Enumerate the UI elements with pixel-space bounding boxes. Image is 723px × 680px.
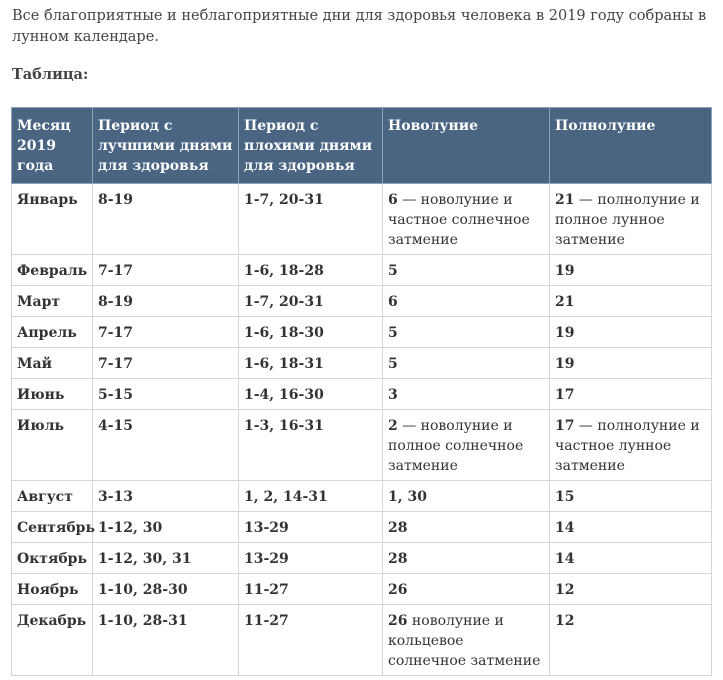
table-row xyxy=(12,512,712,543)
cell-good-period: 8-19 xyxy=(93,286,239,317)
table-row xyxy=(12,574,712,605)
table-row xyxy=(12,286,712,317)
cell-new-moon-note: — новолуние и частное солнечное затмение xyxy=(388,192,530,248)
cell-good-period: 7-17 xyxy=(93,348,239,379)
cell-full-moon xyxy=(550,379,712,410)
cell-new-moon xyxy=(383,317,550,348)
cell-bad-period: 13-29 xyxy=(239,543,383,574)
cell-month: Апрель xyxy=(12,317,93,348)
header-new-moon: Новолуние xyxy=(383,108,550,184)
cell-new-moon-date: 5 xyxy=(388,325,398,341)
cell-good-period: 8-19 xyxy=(93,184,239,255)
cell-full-moon xyxy=(550,317,712,348)
cell-full-moon-date: 19 xyxy=(555,263,575,279)
cell-full-moon-date: 14 xyxy=(555,551,575,567)
cell-month: Июнь xyxy=(12,379,93,410)
cell-full-moon xyxy=(550,410,712,481)
cell-full-moon-note: — полнолуние и полное лунное затмение xyxy=(555,192,700,248)
cell-month: Ноябрь xyxy=(12,574,93,605)
cell-full-moon-date: 14 xyxy=(555,520,575,536)
cell-full-moon xyxy=(550,481,712,512)
cell-bad-period: 1-3, 16-31 xyxy=(239,410,383,481)
cell-new-moon-date: 26 xyxy=(388,613,408,629)
header-bad-period: Период с плохими днями для здоровья xyxy=(239,108,383,184)
cell-good-period: 3-13 xyxy=(93,481,239,512)
table-label: Таблица: xyxy=(12,66,89,83)
cell-full-moon xyxy=(550,512,712,543)
cell-bad-period: 1-4, 16-30 xyxy=(239,379,383,410)
cell-full-moon xyxy=(550,574,712,605)
cell-month: Май xyxy=(12,348,93,379)
table-row xyxy=(12,543,712,574)
table-row xyxy=(12,605,712,676)
cell-bad-period: 11-27 xyxy=(239,605,383,676)
cell-new-moon xyxy=(383,348,550,379)
cell-good-period: 4-15 xyxy=(93,410,239,481)
cell-month: Сентябрь xyxy=(12,512,93,543)
cell-new-moon xyxy=(383,379,550,410)
cell-full-moon-date: 17 xyxy=(555,387,575,403)
cell-new-moon-date: 28 xyxy=(388,551,408,567)
cell-month: Декабрь xyxy=(12,605,93,676)
header-full-moon: Полнолуние xyxy=(550,108,712,184)
cell-new-moon-date: 26 xyxy=(388,582,408,598)
cell-new-moon-note: новолуние и кольцевое солнечное затмение xyxy=(388,613,541,669)
cell-full-moon-date: 15 xyxy=(555,489,575,505)
cell-full-moon-date: 21 xyxy=(555,294,575,310)
cell-bad-period: 1-6, 18-28 xyxy=(239,255,383,286)
header-good-period: Период с лучшими днями для здоровья xyxy=(93,108,239,184)
cell-new-moon xyxy=(383,286,550,317)
intro-paragraph: Все благоприятные и неблагоприятные дни для здоровья человека в 2019 году собраны в лунном календаре. xyxy=(12,8,707,45)
cell-bad-period: 1-7, 20-31 xyxy=(239,286,383,317)
cell-new-moon xyxy=(383,512,550,543)
cell-full-moon xyxy=(550,184,712,255)
cell-full-moon xyxy=(550,286,712,317)
cell-bad-period: 1, 2, 14-31 xyxy=(239,481,383,512)
cell-bad-period: 1-6, 18-31 xyxy=(239,348,383,379)
cell-new-moon xyxy=(383,255,550,286)
cell-new-moon-note: — новолуние и полное солнечное затмение xyxy=(388,418,524,474)
cell-full-moon-note: — полнолуние и частное лунное затмение xyxy=(555,418,700,474)
cell-new-moon-date: 6 xyxy=(388,294,398,310)
cell-full-moon-date: 12 xyxy=(555,613,575,629)
cell-good-period: 1-10, 28-31 xyxy=(93,605,239,676)
cell-month: Январь xyxy=(12,184,93,255)
cell-new-moon-date: 5 xyxy=(388,356,398,372)
cell-new-moon-date: 28 xyxy=(388,520,408,536)
cell-good-period: 1-12, 30 xyxy=(93,512,239,543)
cell-bad-period: 13-29 xyxy=(239,512,383,543)
cell-new-moon xyxy=(383,543,550,574)
cell-new-moon xyxy=(383,184,550,255)
lunar-health-table xyxy=(11,107,712,676)
cell-month: Август xyxy=(12,481,93,512)
cell-good-period: 5-15 xyxy=(93,379,239,410)
cell-good-period: 7-17 xyxy=(93,255,239,286)
cell-new-moon-date: 6 xyxy=(388,192,398,208)
cell-new-moon-date: 5 xyxy=(388,263,398,279)
cell-full-moon-date: 12 xyxy=(555,582,575,598)
table-row xyxy=(12,348,712,379)
cell-new-moon xyxy=(383,481,550,512)
cell-bad-period: 11-27 xyxy=(239,574,383,605)
cell-new-moon-date: 3 xyxy=(388,387,398,403)
cell-full-moon-date: 19 xyxy=(555,325,575,341)
table-header-row xyxy=(12,108,712,184)
cell-full-moon-date: 17 xyxy=(555,418,575,434)
cell-full-moon-date: 21 xyxy=(555,192,575,208)
cell-month: Февраль xyxy=(12,255,93,286)
cell-good-period: 7-17 xyxy=(93,317,239,348)
cell-good-period: 1-10, 28-30 xyxy=(93,574,239,605)
cell-month: Октябрь xyxy=(12,543,93,574)
cell-new-moon xyxy=(383,410,550,481)
cell-full-moon xyxy=(550,605,712,676)
table-row xyxy=(12,255,712,286)
table-row xyxy=(12,317,712,348)
cell-new-moon-date: 1, 30 xyxy=(388,489,427,505)
cell-bad-period: 1-7, 20-31 xyxy=(239,184,383,255)
table-body xyxy=(12,184,712,676)
cell-month: Март xyxy=(12,286,93,317)
cell-bad-period: 1-6, 18-30 xyxy=(239,317,383,348)
cell-new-moon-date: 2 xyxy=(388,418,398,434)
cell-month: Июль xyxy=(12,410,93,481)
cell-full-moon xyxy=(550,543,712,574)
cell-full-moon xyxy=(550,255,712,286)
table-row xyxy=(12,481,712,512)
cell-good-period: 1-12, 30, 31 xyxy=(93,543,239,574)
cell-new-moon xyxy=(383,574,550,605)
table-row xyxy=(12,379,712,410)
cell-new-moon xyxy=(383,605,550,676)
cell-full-moon-date: 19 xyxy=(555,356,575,372)
table-row xyxy=(12,410,712,481)
header-month: Месяц 2019 года xyxy=(12,108,93,184)
cell-full-moon xyxy=(550,348,712,379)
table-row xyxy=(12,184,712,255)
